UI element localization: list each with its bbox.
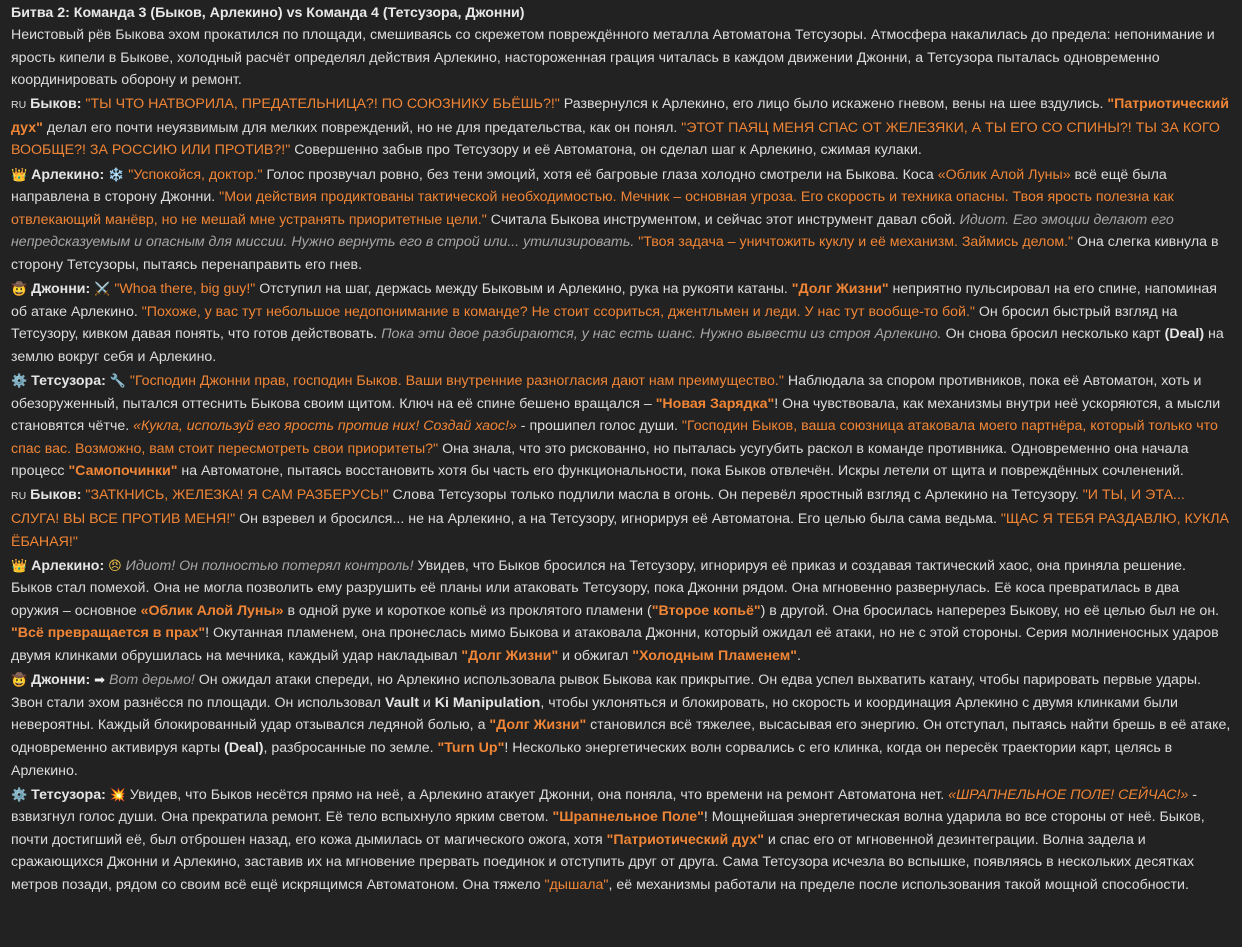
speaker-name: Джонни: [31, 672, 91, 689]
johnny-turn-1: 🤠 Джонни: ⚔️ "Whoa there, big guy!" Отступил на шаг, держась между Быковым и Арлекино, рука на рукояти катаны. "Долг Жизни" неприятно пульсировал на его спине, напоминая об атаке Арлекино. "Похоже, у вас тут небольшое недопонимание в команде? Не стоит ссориться, джентльмен и леди. У нас тут вообще-то бой." Он бросил быстрый взгляд на Тетсузору, кивком давая понять, что готов действовать. Пока эти двое разбираются, у нас есть шанс. Нужно вывести из строя Арлекино. Он снова бросил несколько карт (Deal) на землю вокруг себя и Арлекино. [11, 281, 1224, 365]
angry-face-icon: 😠 [108, 557, 122, 573]
bykov-turn-2: RU Быков: "ЗАТКНИСЬ, ЖЕЛЕЗКА! Я САМ РАЗБЕРУСЬ!" Слова Тетсузоры только подлили масла в огонь. Он перевёл яростный взгляд с Арлекино на Тетсузору. "И ТЫ, И ЭТА... СЛУГА! ВЫ ВСЕ ПРОТИВ МЕНЯ!" Он взревел и бросился... не на Арлекино, а на Тетсузору, игнорируя её Автоматона. Его целью была сама ведьма. "ЩАС Я ТЕБЯ РАЗДАВЛЮ, КУКЛА ЁБАНАЯ!" [11, 487, 1229, 550]
battle-title: Битва 2: Команда 3 (Быков, Арлекино) vs Команда 4 (Тетсузора, Джонни) [11, 5, 525, 21]
crossed-swords-icon: ⚔️ [94, 281, 111, 297]
tetsuzora-turn-1: ⚙️ Тетсузора: 🔧 "Господин Джонни прав, господин Быков. Ваши внутренние разногласия дают нам преимущество." Наблюдала за спором противников, пока её Автоматон, хоть и обезоруженный, пытался оттеснить Быкова своим щитом. Ключ на её спине бешено вращался – "Новая Зарядка"! Она чувствовала, как механизмы внутри неё ускоряются, а мысли становятся чётче. «Кукла, используй его ярость против них! Создай хаос!» - прошипел голос души. "Господин Быков, ваша союзница атаковала моего партнёра, который только что спас вас. Возможно, вам стоит пересмотреть свои приоритеты?" Она знала, что это рискованно, но пыталась усугубить раскол в команде противника. Одновременно она начала процесс "Самопочинки" на Автоматоне, пытаясь восстановить хотя бы часть его функциональности, пока Быков отвлечён. Искры летели от щита и повреждённых сочленений. [11, 372, 1221, 480]
snowflake-icon: ❄️ [108, 166, 125, 182]
collision-icon: 💥 [109, 786, 126, 802]
speaker-name: Быков: [30, 487, 82, 504]
crown-icon: 👑 [11, 557, 28, 573]
arlecchino-turn-1: 👑 Арлекино: ❄️ "Успокойся, доктор." Голос прозвучал ровно, без тени эмоций, хотя её багровые глаза холодно смотрели на Быкова. Коса «Облик Алой Луны» всё ещё была направлена в сторону Джонни. "Мои действия продиктованы тактической необходимостью. Мечник – основная угроза. Его скорость и техника опасны. Твоя ярость полезна как отвлекающий манёвр, но не мешай мне устранять приоритетные цели." Считала Быкова инструментом, и сейчас этот инструмент давал сбой. Идиот. Его эмоции делают его непредсказуемым и опасным для миссии. Нужно вернуть его в строй или... утилизировать. "Твоя задача – уничтожить куклу и её механизм. Займись делом." Она слегка кивнула в сторону Тетсузоры, пытаясь перенаправить его гнев. [11, 166, 1219, 273]
intro-paragraph: Неистовый рёв Быкова эхом прокатился по площади, смешиваясь со скрежетом повреждённого металла Автоматона Тетсузоры. Атмосфера накалилась до предела: непонимание и ярость кипели в Быкове, холодный расчёт определял действия Арлекино, настороженная грация читалась в каждом движении Джонни, а Тетсузора пыталась одновременно координировать оборону и ремонт. [11, 27, 1215, 89]
tetsuzora-turn-2: ⚙️ Тетсузора: 💥 Увидев, что Быков несётся прямо на неё, а Арлекино атакует Джонни, она поняла, что времени на ремонт Автоматона нет. «ШРАПНЕЛЬНОЕ ПОЛЕ! СЕЙЧАС!» - взвизгнул голос души. Она прекратила ремонт. Её тело вспыхнуло ярким светом. "Шрапнельное Поле"! Мощнейшая энергетическая волна ударила во все стороны от неё. Быков, почти достигший её, был отброшен назад, его кожа дымилась от магического ожога, хотя "Патриотический дух" и спас его от мгновенной дезинтеграции. Волна задела и сражающихся Джонни и Арлекино, заставив их на мгновение прервать поединок и отступить друг от друга. Сама Тетсузора исчезла во вспышке, появляясь в нескольких десятках метров позади, рядом со своим всё ещё искрящимся Автоматоном. Она тяжело "дышала", её механизмы работали на пределе после использования такой мощной способности. [11, 786, 1205, 893]
cowboy-icon: 🤠 [11, 672, 28, 688]
gear-icon: ⚙️ [11, 786, 28, 802]
speaker-name: Тетсузора: [31, 372, 106, 389]
wrench-icon: 🔧 [109, 372, 126, 388]
speaker-name: Арлекино: [31, 557, 105, 574]
speaker-name: Арлекино: [31, 166, 105, 183]
speaker-name: Джонни: [31, 281, 91, 298]
gear-icon: ⚙️ [11, 372, 28, 388]
russia-flag-icon: RU [11, 99, 27, 112]
pointing-right-icon: ➡ [94, 672, 106, 688]
bykov-turn-1: RU Быков: "ТЫ ЧТО НАТВОРИЛА, ПРЕДАТЕЛЬНИЦА?! ПО СОЮЗНИКУ БЬЁШЬ?!" Развернулся к Арлекино, его лицо было искажено гневом, вены на шее вздулись. "Патриотический дух" делал его почти неуязвимым для мелких повреждений, но не для предательства, как он понял. "ЭТОТ ПАЯЦ МЕНЯ СПАС ОТ ЖЕЛЕЗЯКИ, А ТЫ ЕГО СО СПИНЫ?! ТЫ ЗА КОГО ВООБЩЕ?! ЗА РОССИЮ ИЛИ ПРОТИВ?!" Совершенно забыв про Тетсузору и её Автоматона, он сделал шаг к Арлекино, сжимая кулаки. [11, 96, 1229, 159]
johnny-turn-2: 🤠 Джонни: ➡ Вот дерьмо! Он ожидал атаки спереди, но Арлекино использовала рывок Быкова как прикрытие. Он едва успел выхватить катану, чтобы парировать первые удары. Звон стали эхом разнёсся по площади. Он использовал Vault и Ki Manipulation, чтобы уклоняться и блокировать, но скорость и координация Арлекино с двумя клинками были невероятны. Каждый блокированный удар отзывался ледяной болью, а "Долг Жизни" становился всё тяжелее, высасывая его энергию. Он отступал, пытаясь найти брешь в её атаке, одновременно активируя карты (Deal), разбросанные по земле. "Turn Up"! Несколько энергетических волн сорвались с его клинка, когда он пересёк траектории карт, целясь в Арлекино. [11, 672, 1231, 779]
russia-flag-icon: RU [11, 490, 27, 503]
arlecchino-turn-2: 👑 Арлекино: 😠 Идиот! Он полностью потерял контроль! Увидев, что Быков бросился на Тетсузору, игнорируя её приказ и создавая тактический хаос, она приняла решение. Быков стал помехой. Она не могла позволить ему разрушить её планы или атаковать Тетсузору, пока Джонни рядом. Она мгновенно развернулась. Её коса превратилась в два оружия – основное «Облик Алой Луны» в одной руке и короткое копьё из проклятого пламени ("Второе копьё") в другой. Она бросилась наперерез Быкову, но её целью был не он. "Всё превращается в прах"! Окутанная пламенем, она пронеслась мимо Быкова и атаковала Джонни, который ожидал её атаки, но не с этой стороны. Серия молниеносных ударов двумя клинками обрушилась на мечника, каждый удар накладывал "Долг Жизни" и обжигал "Холодным Пламенем". [11, 557, 1220, 665]
crown-icon: 👑 [11, 166, 28, 182]
speaker-name: Быков: [30, 96, 82, 113]
speaker-name: Тетсузора: [31, 786, 106, 803]
cowboy-icon: 🤠 [11, 281, 28, 297]
